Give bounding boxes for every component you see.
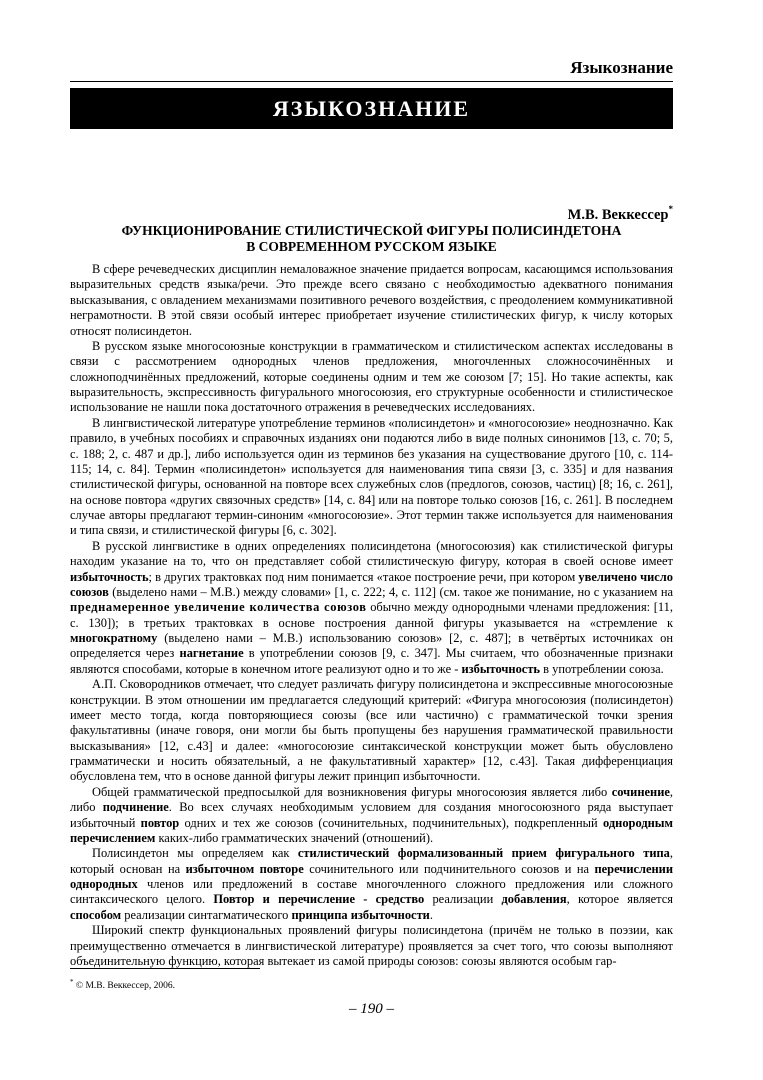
text-run: одних и тех же союзов (сочинительных, подчинительных), подкрепленный: [179, 815, 604, 830]
emphasis-text: Повтор и перечисление - средство: [213, 892, 425, 907]
text-run: в употреблении союзов [9, с. 347]. Мы считаем, что обозначенные признаки являются способами, которые в конечном итоге реализуют одно и то же -: [70, 646, 674, 676]
emphasis-text: однородным перечислением: [70, 815, 673, 845]
text-run: А.П. Сковородников отмечает, что следует различать фигуру полисиндетона и экспрессивные многосоюзные конструкции. В этом отношении им предлагается следующий критерий: «Фигура многосоюзия (полисиндетон) имеет место тогда, когда повторяющиеся союзы (все или частично) с грамматической точки зрения факультативны (иначе говоря, они могли бы быть пропущены без нарушения грамматической правильности высказывания» [12, с.43] и далее: «многосоюзие синтаксической конструкции может быть обусловлено грамматически и носить обязательный, а не факультативный характер» [12, с.43]. Такая дифференциация обусловлена тем, что в основе данной фигуры лежит принцип избыточности.: [70, 677, 673, 784]
article-body: [70, 262, 673, 969]
text-run: (выделено нами – М.В.) использованию союзов» [2, с. 487]; в четвёртых источниках он определяется через: [70, 631, 673, 661]
paragraph: [70, 539, 673, 677]
text-run: ; в других трактовках под ним понимается «такое построение речи, при котором: [148, 569, 579, 584]
text-run: обычно между однородными членами предложения: [11, с. 130]); в третьих трактовках в основе построения данной фигуры указывается на «стремление к: [70, 600, 673, 630]
text-run: реализации синтагматического: [121, 907, 292, 922]
text-run: В русской лингвистике в одних определениях полисиндетона (многосоюзия) как стилистической фигуры находим указание на то, что он представляет собой стилистическую фигуру, которая в своей основе имеет: [70, 538, 673, 569]
footnote-divider: [70, 968, 260, 969]
emphasis-text: увеличено число союзов: [70, 569, 673, 599]
text-run: Широкий спектр функциональных проявлений фигуры полисиндетона (причём не только в поэзии, как преимущественно отмечается в лингвистической литературе) проявляется за счет того, что союзы выполняют объединительную функцию, которая вытекает из самой природы союзов: союзы являются особым гар-: [70, 923, 673, 968]
emphasis-text: избыточность: [461, 661, 541, 676]
page-number: – 190 –: [349, 1001, 394, 1017]
emphasis-text: принципа избыточности: [291, 907, 430, 922]
article-title-line-1: ФУНКЦИОНИРОВАНИЕ СТИЛИСТИЧЕСКОЙ ФИГУРЫ ПОЛИСИНДЕТОНА: [121, 223, 622, 238]
paragraph: [70, 416, 673, 539]
footnote-text: © М.В. Веккессер, 2006.: [75, 981, 176, 991]
emphasis-text: многократному: [70, 631, 158, 645]
footnote-mark: *: [70, 978, 74, 986]
paragraph: [70, 262, 673, 339]
emphasis-text: нагнетание: [179, 646, 244, 661]
paragraph: [70, 677, 673, 785]
emphasis-text: добавления: [501, 892, 567, 907]
article-title: [70, 223, 673, 255]
text-run: В русском языке многосоюзные конструкции в грамматическом и стилистическом аспектах исследованы в связи с рассмотрением однородных членов предложения, многочленных сложносочинённых и сложноподчинённых предложений, которые соединены одним и тем же союзом [7; 15]. Но такие аспекты, как выразительность, экспрессивность фигурального многосоюзия, его структурные особенности и стилистическое использование не нашли пока достаточного отражения в речеведческих исследованиях.: [70, 338, 673, 415]
emphasis-text: преднамеренное увеличение количества союзов: [70, 600, 367, 615]
text-run: сочинительного или подчинительного союзов и на: [303, 861, 595, 876]
paragraph: [70, 923, 673, 969]
paragraph: [70, 846, 673, 923]
running-head: Языкознание: [70, 58, 673, 82]
author-name: М.В. Веккессер: [567, 207, 669, 223]
emphasis-text: стилистический формализованный прием фигурального типа: [297, 846, 670, 861]
emphasis-text: способом: [70, 907, 122, 922]
author-footnote-mark: *: [668, 204, 673, 214]
paragraph: [70, 339, 673, 416]
text-run: в употреблении союза.: [540, 661, 664, 676]
text-run: (выделено нами – М.В.) между словами» [1, с. 222; 4, с. 112] (см. такое же понимание, но с указанием на: [108, 584, 673, 599]
article-author: [70, 200, 673, 224]
text-run: , который основан на: [70, 846, 673, 876]
article-title-line-2: В СОВРЕМЕННОМ РУССКОМ ЯЗЫКЕ: [246, 239, 497, 254]
footnote: [70, 976, 673, 992]
text-run: .: [429, 907, 433, 922]
emphasis-text: избыточном повторе: [185, 861, 304, 876]
text-run: В сфере речеведческих дисциплин немаловажное значение придается вопросам, касающимся использования выразительных средств языка/речи. Это прежде всего связано с необходимостью адекватного понимания высказывания, с овладением механизмами позитивного речевого воздействия, с преодолением коммуникативной неграмотности. В этой связи особый интерес приобретает изучение стилистических фигур, к числу которых относят полисиндетон.: [70, 262, 673, 338]
emphasis-text: перечислении однородных: [70, 861, 673, 891]
text-run: Полисиндетон мы определяем как: [92, 846, 298, 861]
text-run: каких-либо грамматических значений (отношений).: [155, 830, 434, 845]
section-banner: ЯЗЫКОЗНАНИЕ: [70, 88, 673, 129]
emphasis-text: избыточность: [70, 569, 149, 584]
text-run: , которое является: [566, 892, 673, 907]
text-run: , либо: [70, 784, 673, 815]
emphasis-text: повтор: [140, 815, 180, 830]
emphasis-text: подчинение: [102, 800, 169, 815]
emphasis-text: сочинение: [611, 784, 670, 799]
paragraph: [70, 785, 673, 847]
text-run: . Во всех случаях необходимым условием для создания многосоюзного ряда выступает избыточный: [70, 800, 673, 830]
text-run: В лингвистической литературе употребление терминов «полисиндетон» и «многосоюзие» неоднозначно. Как правило, в учебных пособиях и справочных изданиях они подаются либо в виде полных синонимов [13, с. 70; 5, с. 188; 2, с. 487 и др.], либо используется один из терминов без указания на существование другого [10, с. 114-115; 14, с. 84]. Термин «полисиндетон» используется для наименования типа связи [3, с. 335] и для названия стилистической фигуры, основанной на повторе всех служебных слов (предлогов, союзов, частиц) [8; 16, с. 261], на основе повтора «других связочных средств» [14, с. 84] или на повторе только союзов [16, с. 261]. В последнем случае авторы предлагают термин-синоним «многосоюзие». Этот термин также используется для наименования и типа связи, и стилистической фигуры [6, с. 302].: [70, 415, 673, 538]
text-run: Общей грамматической предпосылкой для возникновения фигуры многосоюзия является либо: [92, 784, 612, 799]
text-run: реализации: [424, 892, 502, 907]
text-run: членов или предложений в составе многочленного сложного предложения или сложного синтаксического целого.: [70, 877, 673, 907]
